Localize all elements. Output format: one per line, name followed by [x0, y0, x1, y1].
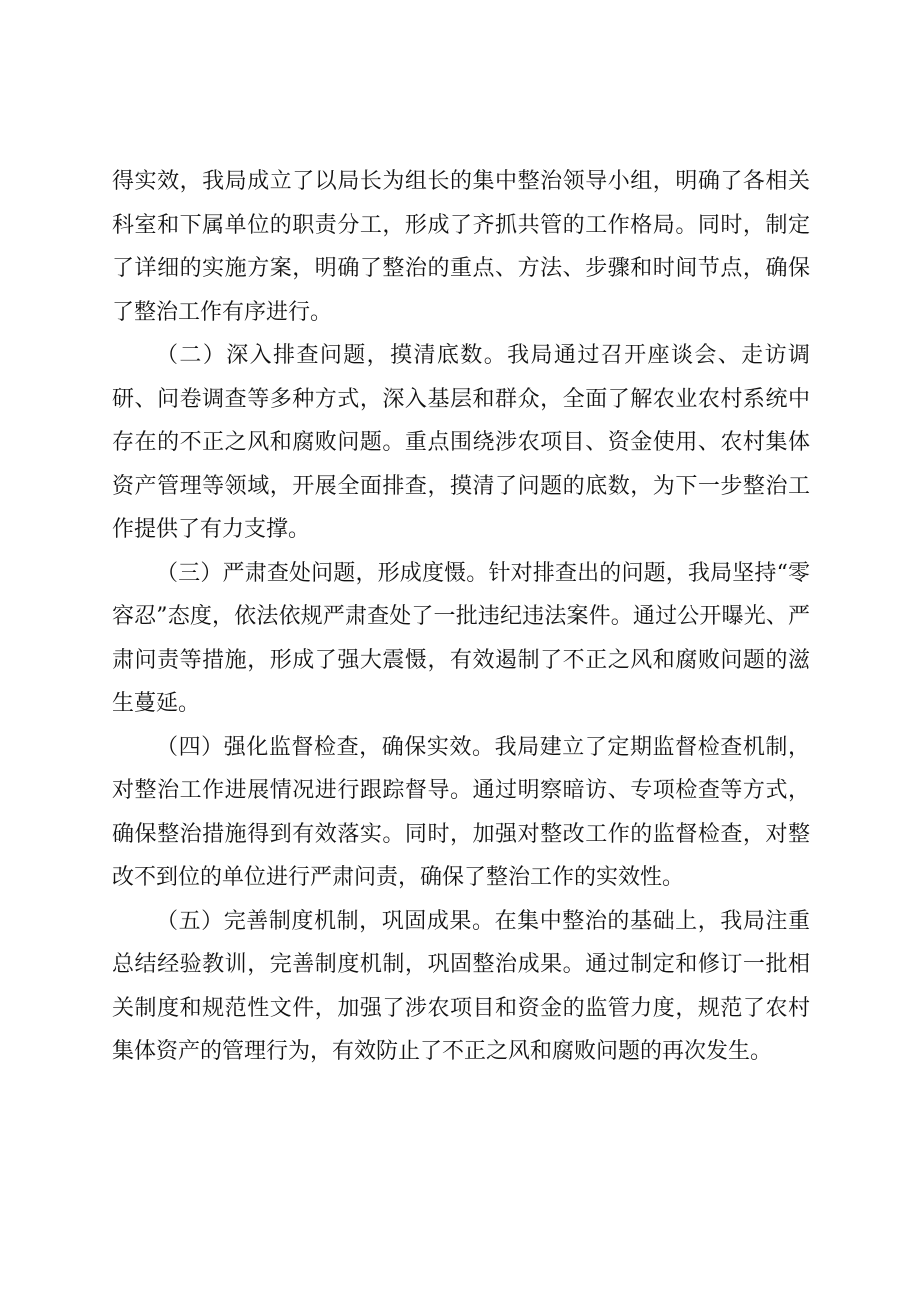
paragraph-section-3: （三）严肃查处问题，形成度慑。针对排查出的问题，我局坚持“零容忍”态度，依法依规严肃查处了一批违纪违法案件。通过公开曝光、严肃问责等措施，形成了强大震慑，有效遏制了不正之风和腐败问题的滋生蔓延。 — [112, 560, 810, 716]
paragraph-continuation: 得实效，我局成立了以局长为组长的集中整治领导小组，明确了各相关科室和下属单位的职责分工，形成了齐抓共管的工作格局。同时，制定了详细的实施方案，明确了整治的重点、方法、步骤和时间节点，确保了整治工作有序进行。 — [112, 169, 810, 325]
paragraph-section-4: （四）强化监督检查，确保实效。我局建立了定期监督检查机制，对整治工作进展情况进行跟踪督导。通过明察暗访、专项检查等方式，确保整治措施得到有效落实。同时，加强对整改工作的监督检查，对整改不到位的单位进行严肃问责，确保了整治工作的实效性。 — [112, 734, 810, 890]
document-body — [112, 160, 810, 1074]
paragraph-section-2: （二）深入排查问题，摸清底数。我局通过召开座谈会、走访调研、问卷调查等多种方式，深入基层和群众，全面了解农业农村系统中存在的不正之风和腐败问题。重点围绕涉农项目、资金使用、农村集体资产管理等领域，开展全面排查，摸清了问题的底数，为下一步整治工作提供了有力支撑。 — [112, 343, 810, 542]
paragraph-section-5: （五）完善制度机制，巩固成果。在集中整治的基础上，我局注重总结经验教训，完善制度机制，巩固整治成果。通过制定和修订一批相关制度和规范性文件，加强了涉农项目和资金的监管力度，规范了农村集体资产的管理行为，有效防止了不正之风和腐败问题的再次发生。 — [112, 908, 810, 1064]
